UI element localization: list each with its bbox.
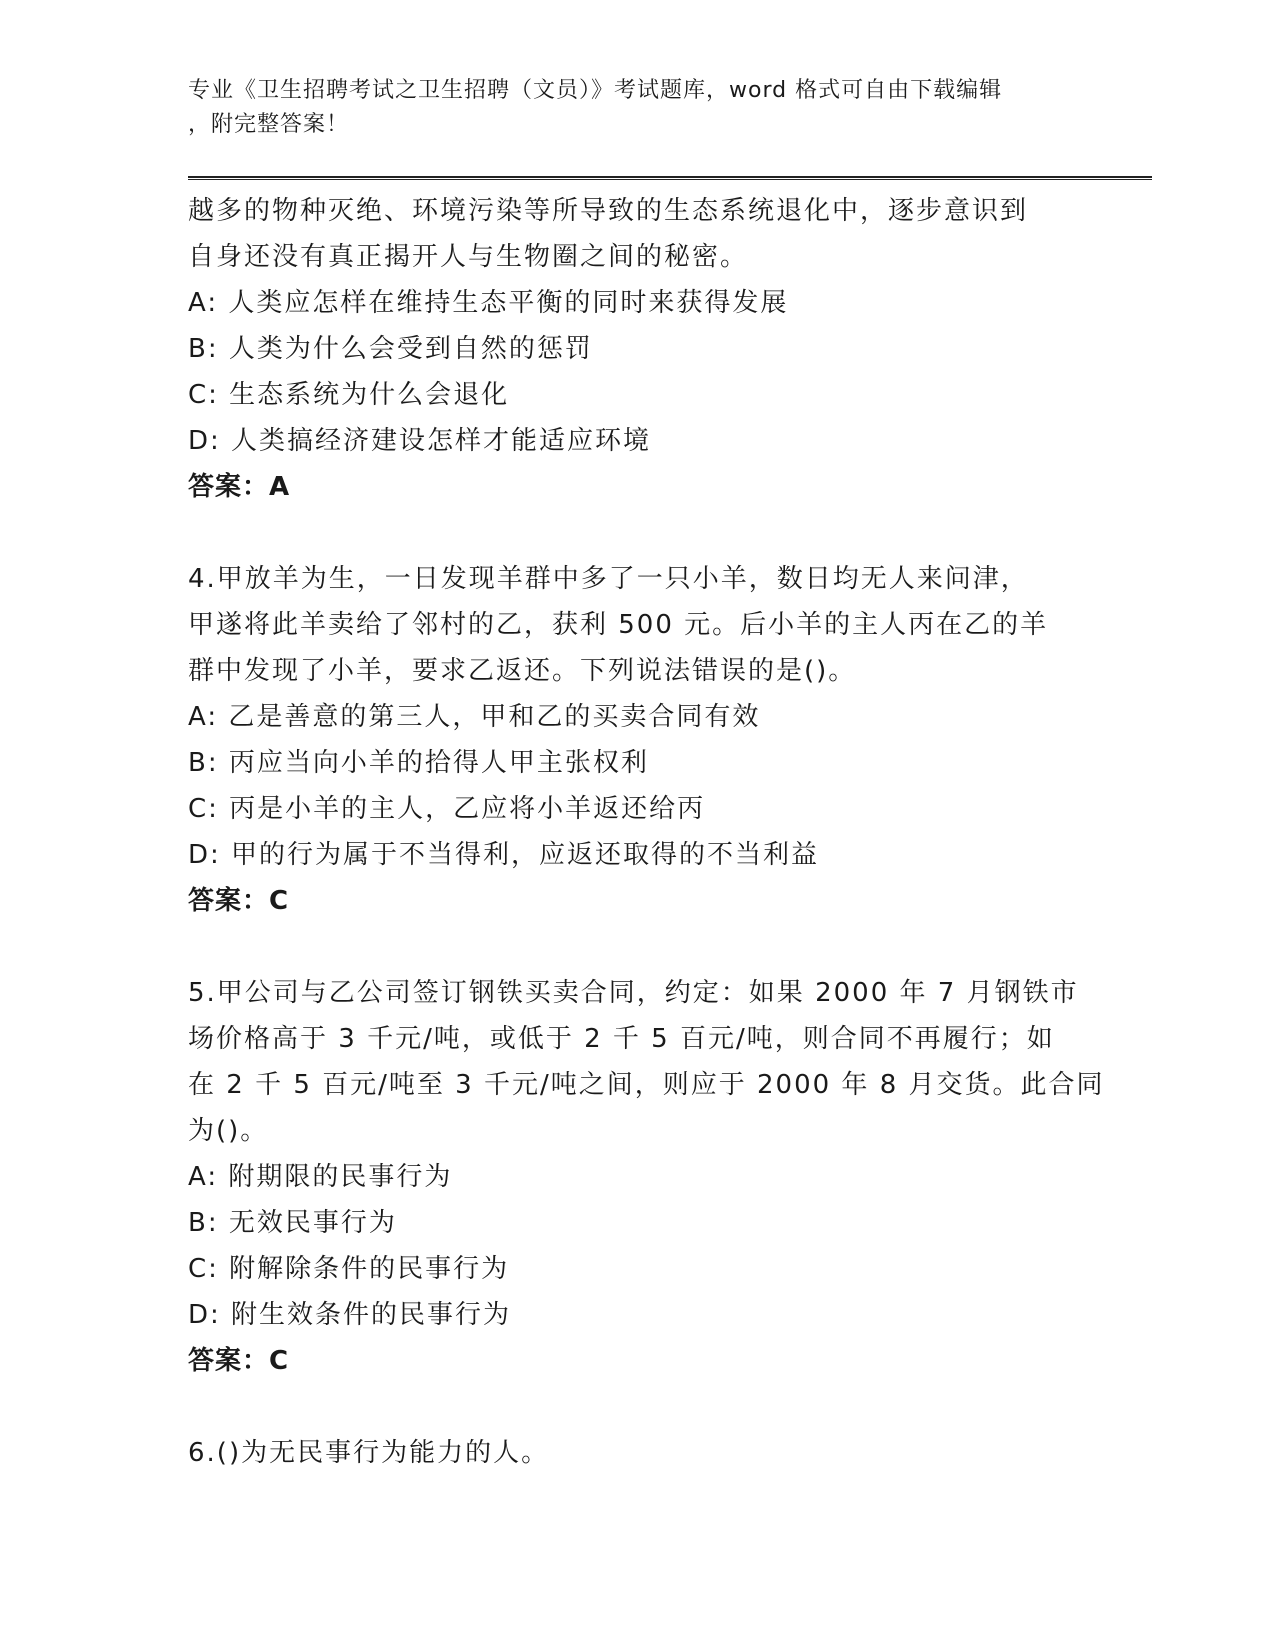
- question-stem-line: 5.甲公司与乙公司签订钢铁买卖合同，约定：如果 2000 年 7 月钢铁市: [188, 978, 1079, 1008]
- option-b: B: 丙应当向小羊的拾得人甲主张权利: [188, 748, 649, 778]
- option-b: B: 无效民事行为: [188, 1208, 397, 1238]
- option-a: A: 人类应怎样在维持生态平衡的同时来获得发展: [188, 288, 789, 318]
- option-a: A: 乙是善意的第三人，甲和乙的买卖合同有效: [188, 702, 761, 732]
- option-d: D: 甲的行为属于不当得利，应返还取得的不当利益: [188, 840, 820, 870]
- question-stem-line: 场价格高于 3 千元/吨，或低于 2 千 5 百元/吨，则合同不再履行；如: [188, 1024, 1055, 1054]
- header-line-2: ，附完整答案！: [188, 112, 350, 137]
- question-6: [188, 1430, 1088, 1476]
- header-line-1: 专业《卫生招聘考试之卫生招聘（文员）》考试题库，word 格式可自由下载编辑: [188, 78, 1003, 103]
- answer-line: 答案：C: [188, 886, 290, 916]
- question-stem-line: 在 2 千 5 百元/吨至 3 千元/吨之间，则应于 2000 年 8 月交货。此合同: [188, 1070, 1105, 1100]
- question-stem-line: 4.甲放羊为生，一日发现羊群中多了一只小羊，数日均无人来问津，: [188, 564, 1029, 594]
- option-c: C: 丙是小羊的主人，乙应将小羊返还给丙: [188, 794, 706, 824]
- question-stem-line: 自身还没有真正揭开人与生物圈之间的秘密。: [188, 242, 749, 272]
- answer-line: 答案：C: [188, 1346, 290, 1376]
- question-stem-line: 群中发现了小羊，要求乙返还。下列说法错误的是()。: [188, 656, 857, 686]
- option-d: D: 人类搞经济建设怎样才能适应环境: [188, 426, 652, 456]
- question-list: [188, 188, 1105, 1476]
- question-stem-line: 越多的物种灭绝、环境污染等所导致的生态系统退化中，逐步意识到: [188, 196, 1029, 226]
- question-stem-line: 为()。: [188, 1116, 269, 1146]
- option-a: A: 附期限的民事行为: [188, 1162, 453, 1192]
- question-5: [188, 970, 1105, 1384]
- question-stem-line: 甲遂将此羊卖给了邻村的乙，获利 500 元。后小羊的主人丙在乙的羊: [188, 610, 1049, 640]
- option-b: B: 人类为什么会受到自然的惩罚: [188, 334, 593, 364]
- question-stem-line: 6.()为无民事行为能力的人。: [188, 1438, 550, 1468]
- option-c: C: 生态系统为什么会退化: [188, 380, 510, 410]
- document-header: [188, 74, 1088, 142]
- question-4: [188, 556, 1088, 924]
- question-3: [188, 188, 1088, 510]
- option-d: D: 附生效条件的民事行为: [188, 1300, 512, 1330]
- option-c: C: 附解除条件的民事行为: [188, 1254, 510, 1284]
- header-divider: [188, 176, 1152, 180]
- answer-line: 答案：A: [188, 472, 291, 502]
